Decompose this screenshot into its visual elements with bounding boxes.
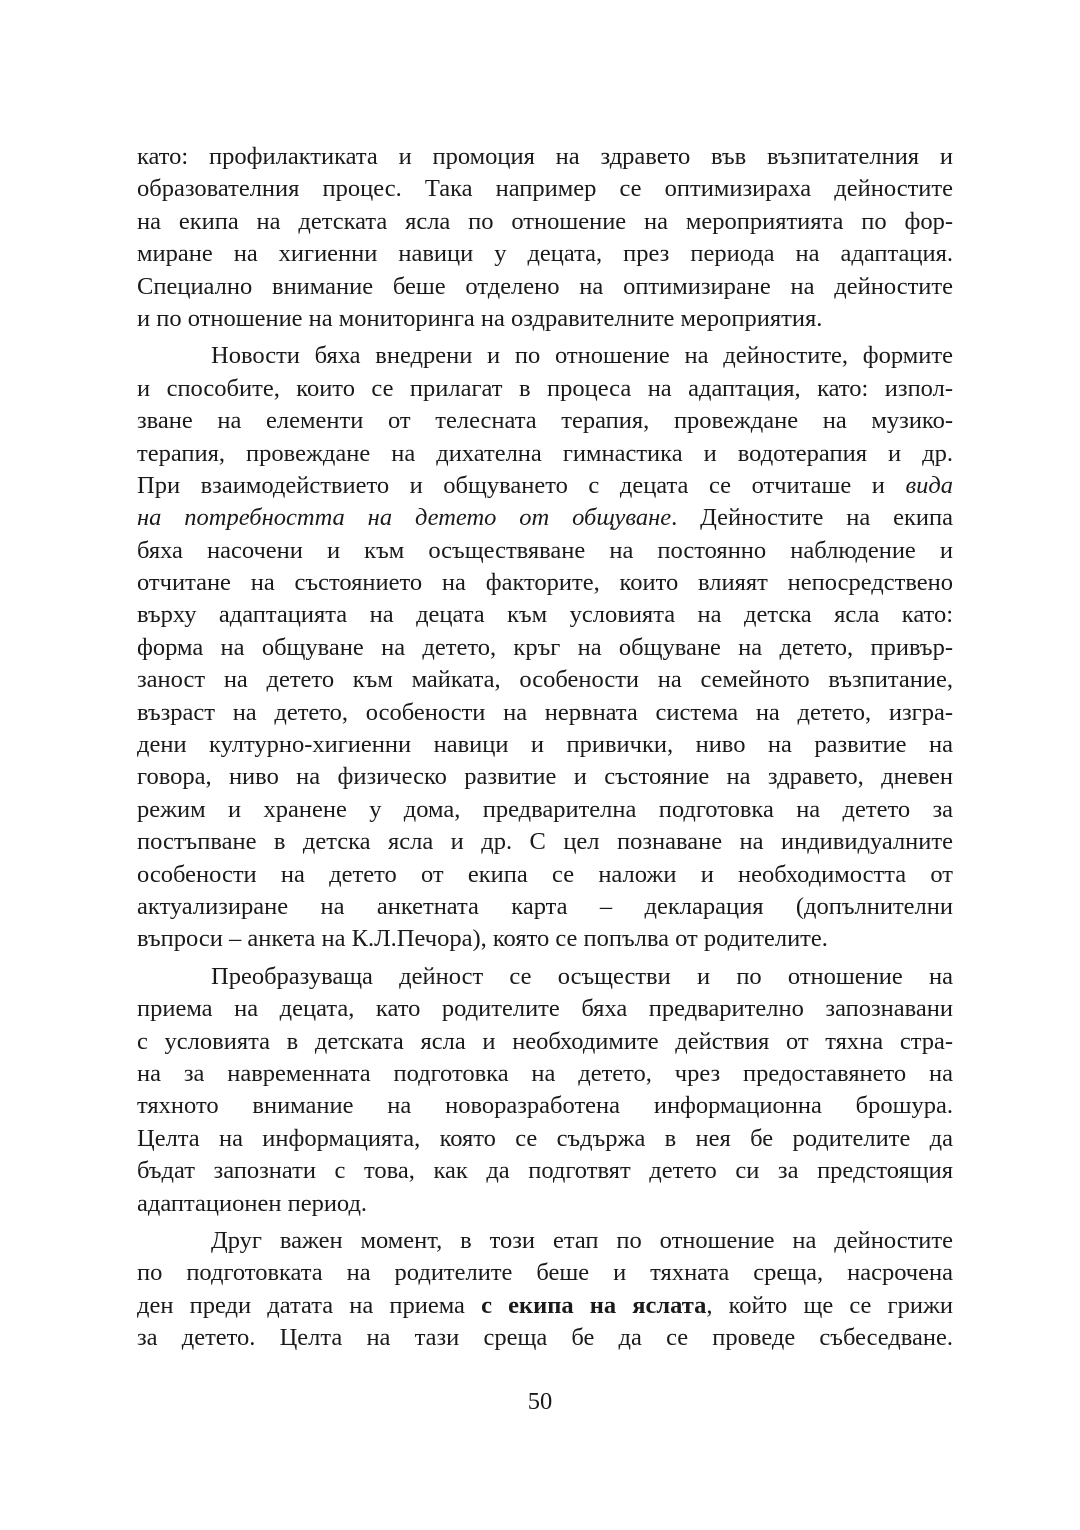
text-line: Друг важен момент, в този етап по отношение на дейностите bbox=[211, 1226, 953, 1254]
text-line: особености на детето от екипа се наложи и необходимостта от bbox=[137, 860, 953, 888]
text-line: с условията в детската ясла и необходимите действия от тяхна стра- bbox=[137, 1027, 953, 1055]
body-text bbox=[137, 141, 953, 1354]
text-line: Специално внимание беше отделено на оптимизиране на дейностите bbox=[137, 272, 953, 300]
text-line: отчитане на състоянието на факторите, които влияят непосредствено bbox=[137, 569, 953, 597]
text-line: приема на децата, като родителите бяха предварително запознавани bbox=[137, 995, 953, 1023]
text-line: и по отношение на мониторинга на оздравителните мероприятия. bbox=[137, 304, 823, 332]
text-segment: ден преди датата на приема bbox=[137, 1291, 482, 1319]
text-line bbox=[137, 470, 953, 502]
text-line: образователния процес. Така например се оптимизираха дейностите bbox=[137, 175, 953, 203]
text-line bbox=[137, 1290, 953, 1322]
text-line: терапия, провеждане на дихателна гимнастика и водотерапия и др. bbox=[137, 439, 953, 467]
text-segment: При взаимодействието и общуването с децата се отчиташе и bbox=[137, 471, 906, 499]
text-line: бяха насочени и към осъществяване на постоянно наблюдение и bbox=[137, 536, 953, 564]
text-line: Целта на информацията, която се съдържа в нея бе родителите да bbox=[137, 1124, 953, 1152]
text-line: заност на детето към майката, особености на семейното възпитание, bbox=[137, 666, 953, 694]
text-line: говора, ниво на физическо развитие и състояние на здравето, дневен bbox=[137, 763, 953, 791]
text-line: въпроси – анкета на К.Л.Печора), която се попълва от родителите. bbox=[137, 925, 828, 953]
text-line: за детето. Целта на тази среща бе да се проведе събеседване. bbox=[137, 1324, 953, 1352]
text-segment: , който ще се грижи bbox=[706, 1291, 953, 1319]
text-line: адаптационен период. bbox=[137, 1189, 368, 1217]
text-line: дени културно-хигиенни навици и привички, ниво на развитие на bbox=[137, 731, 953, 759]
text-line: по подготовката на родителите беше и тяхната среща, насрочена bbox=[137, 1259, 953, 1287]
text-line: на екипа на детската ясла по отношение на мероприятията по фор- bbox=[137, 207, 953, 235]
text-line: бъдат запознати с това, как да подготвят детето си за предстоящия bbox=[137, 1157, 953, 1185]
text-line: актуализиране на анкетната карта – декларация (допълнителни bbox=[137, 892, 953, 920]
text-line: зване на елементи от телесната терапия, провеждане на музико- bbox=[137, 407, 953, 435]
text-line: и способите, които се прилагат в процеса на адаптация, като: изпол- bbox=[137, 374, 953, 402]
text-line bbox=[137, 502, 953, 534]
text-line: върху адаптацията на децата към условията на детска ясла като: bbox=[137, 601, 953, 629]
text-line: като: профилактиката и промоция на здравето във възпитателния и bbox=[137, 143, 953, 170]
text-line: режим и хранене у дома, предварителна подготовка на детето за bbox=[137, 795, 953, 823]
page-number: 50 bbox=[527, 1388, 553, 1415]
text-line: възраст на детето, особености на нервната система на детето, изгра- bbox=[137, 698, 953, 726]
text-segment: . Дейностите на екипа bbox=[671, 504, 953, 532]
text-line: Преобразуваща дейност се осъществи и по отношение на bbox=[211, 962, 953, 990]
text-line: форма на общуване на детето, кръг на общуване на детето, привър- bbox=[137, 633, 953, 661]
text-line: на за навременната подготовка на детето, чрез предоставянето на bbox=[137, 1059, 953, 1087]
italic-text: на потребността на детето от общуване bbox=[137, 504, 672, 532]
bold-text: с екипа на яслата bbox=[481, 1291, 707, 1319]
italic-text: вида bbox=[905, 471, 953, 499]
text-line: постъпване в детска ясла и др. С цел познаване на индивидуалните bbox=[137, 828, 953, 856]
text-line: Новости бяха внедрени и по отношение на дейностите, формите bbox=[211, 342, 953, 370]
text-line: тяхното внимание на новоразработена информационна брошура. bbox=[137, 1092, 953, 1120]
text-line: миране на хигиенни навици у децата, през периода на адаптация. bbox=[137, 240, 953, 268]
